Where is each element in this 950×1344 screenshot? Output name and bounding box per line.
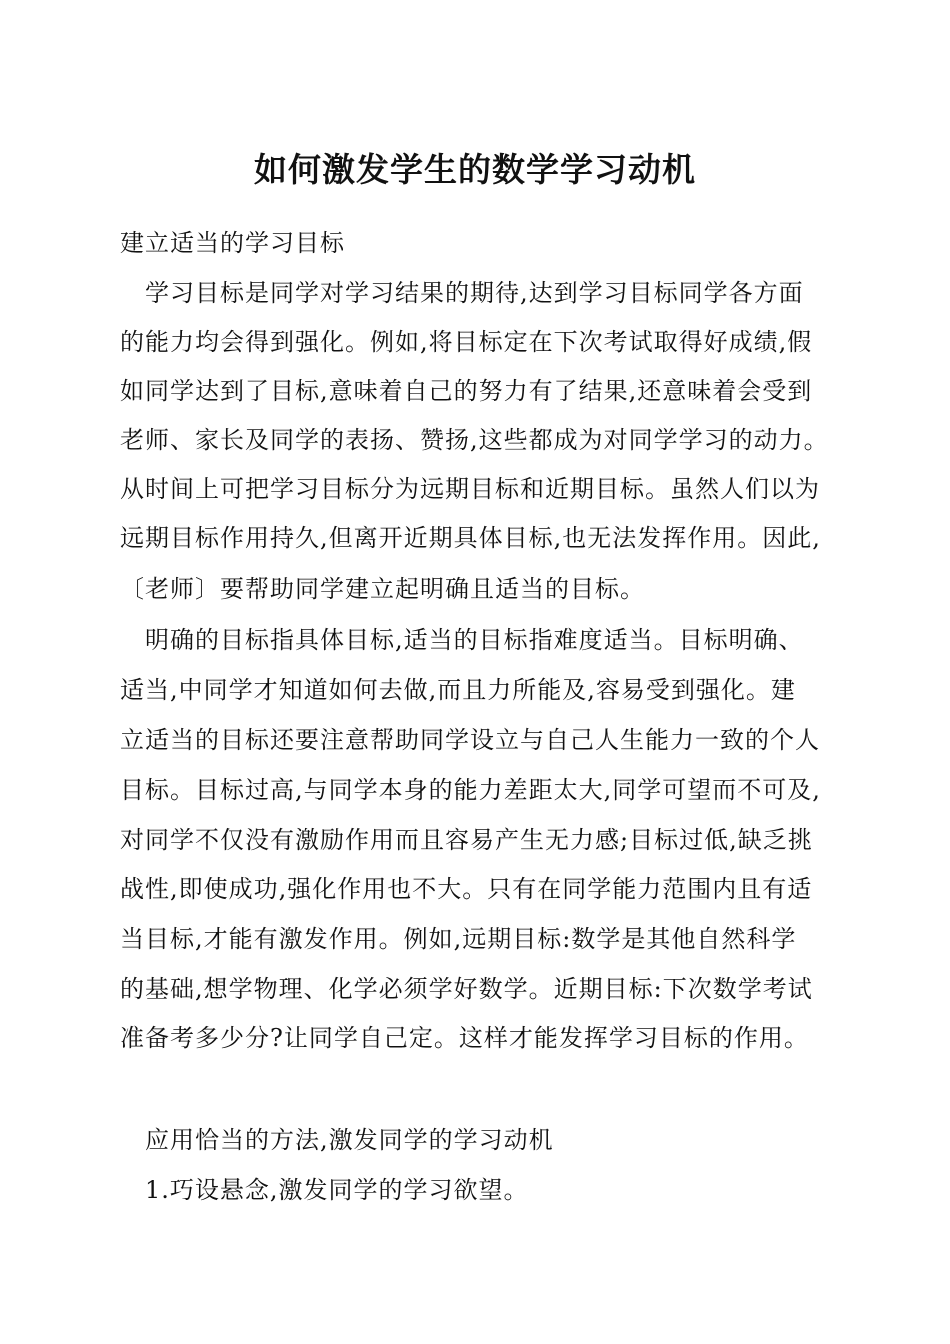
paragraph-line: 当目标,才能有激发作用。例如,远期目标:数学是其他自然科学 — [120, 925, 797, 953]
section-heading-methods: 应用恰当的方法,激发同学的学习动机 — [145, 1126, 554, 1154]
paragraph-line: 〔老师〕要帮助同学建立起明确且适当的目标。 — [120, 575, 645, 603]
paragraph-line: 目标。目标过高,与同学本身的能力差距太大,同学可望而不可及, — [120, 776, 821, 804]
paragraph-line: 战性,即使成功,强化作用也不大。只有在同学能力范围内且有适 — [120, 875, 813, 903]
paragraph-line: 准备考多少分?让同学自己定。这样才能发挥学习目标的作用。 — [120, 1024, 809, 1052]
paragraph-line: 从时间上可把学习目标分为远期目标和近期目标。虽然人们以为 — [120, 475, 820, 503]
paragraph-line: 学习目标是同学对学习结果的期待,达到学习目标同学各方面 — [145, 279, 804, 307]
paragraph-line: 的基础,想学物理、化学必须学好数学。近期目标:下次数学考试 — [120, 975, 813, 1003]
list-item: 1.巧设悬念,激发同学的学习欲望。 — [145, 1176, 529, 1204]
paragraph-line: 适当,中同学才知道如何去做,而且力所能及,容易受到强化。建 — [120, 676, 796, 704]
paragraph-line: 立适当的目标还要注意帮助同学设立与自己人生能力一致的个人 — [120, 726, 820, 754]
paragraph-line: 老师、家长及同学的表扬、赞扬,这些都成为对同学学习的动力。 — [120, 426, 829, 454]
section-heading-learning-goals: 建立适当的学习目标 — [120, 229, 345, 257]
paragraph-line: 远期目标作用持久,但离开近期具体目标,也无法发挥作用。因此, — [120, 524, 821, 552]
paragraph-line: 的能力均会得到强化。例如,将目标定在下次考试取得好成绩,假 — [120, 328, 813, 356]
paragraph-line: 如同学达到了目标,意味着自己的努力有了结果,还意味着会受到 — [120, 377, 813, 405]
paragraph-line: 明确的目标指具体目标,适当的目标指难度适当。目标明确、 — [145, 626, 804, 654]
page-title: 如何激发学生的数学学习动机 — [254, 150, 696, 189]
paragraph-line: 对同学不仅没有激励作用而且容易产生无力感;目标过低,缺乏挑 — [120, 826, 813, 854]
